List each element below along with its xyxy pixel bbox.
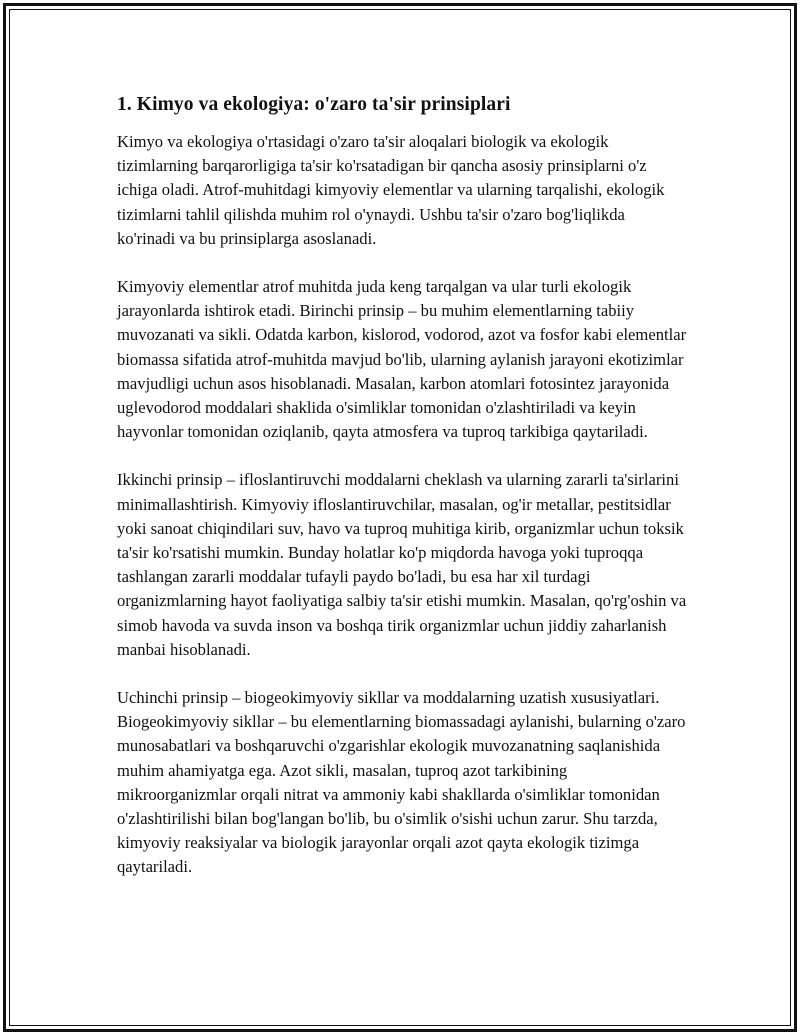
section-heading: 1. Kimyo va ekologiya: o'zaro ta'sir prinsiplari (117, 94, 511, 115)
paragraph-first-principle: Kimyoviy elementlar atrof muhitda juda keng tarqalgan va ular turli ekologik jarayonlarda ishtirok etadi. Birinchi prinsip – bu muhim elementlarning tabiiy muvozanati va sikli. Odatda karbon, kislorod, vodorod, azot va fosfor kabi elementlar biomassa sifatida atrof-muhitda mavjud bo'lib, ularning aylanish jarayoni ekotizimlar mavjudligi uchun asos hisoblanadi. Masalan, karbon atomlari fotosintez jarayonida uglevodorod moddalari shaklida o'simliklar tomonidan o'zlashtiriladi va keyin hayvonlar tomonidan oziqlanib, qayta atmosfera va tuproq tarkibiga qaytariladi. (117, 277, 687, 442)
document-body (117, 92, 687, 904)
paragraph-third-principle: Uchinchi prinsip – biogeokimyoviy sikllar va moddalarning uzatish xususiyatlari. Biogeokimyoviy sikllar – bu elementlarning biomassadagi aylanishi, bularning o'zaro munosabatlari va boshqaruvchi o'zgarishlar ekologik muvozanatning saqlanishida muhim ahamiyatga ega. Azot sikli, masalan, tuproq azot tarkibining mikroorganizmlar orqali nitrat va ammoniy kabi shakllarda o'simliklar tomonidan o'zlashtirilishi bilan bog'langan bo'lib, bu o'simlik o'sishi uchun zarur. Shu tarzda, kimyoviy reaksiyalar va biologik jarayonlar orqali azot qayta ekologik tizimga qaytariladi. (117, 688, 686, 877)
paragraph-intro: Kimyo va ekologiya o'rtasidagi o'zaro ta'sir aloqalari biologik va ekologik tizimlarning barqarorligiga ta'sir ko'rsatadigan bir qancha asosiy prinsiplarni o'z ichiga oladi. Atrof-muhitdagi kimyoviy elementlar va ularning tarqalishi, ekologik tizimlarni tahlil qilishda muhim rol o'ynaydi. Ushbu ta'sir o'zaro bog'liqlikda ko'rinadi va bu prinsiplarga asoslanadi. (117, 132, 665, 248)
paragraph-second-principle: Ikkinchi prinsip – ifloslantiruvchi moddalarni cheklash va ularning zararli ta'sirlarini minimallashtirish. Kimyoviy ifloslantiruvchilar, masalan, og'ir metallar, pestitsidlar yoki sanoat chiqindilari suv, havo va tuproq muhitiga kirib, organizmlar uchun toksik ta'sir ko'rsatishi mumkin. Bunday holatlar ko'p miqdorda havoga yoki tuproqqa tashlangan zararli moddalar tufayli paydo bo'ladi, bu esa har xil turdagi organizmlarning hayot faoliyatiga salbiy ta'sir etishi mumkin. Masalan, qo'rg'oshin va simob havoda va suvda inson va boshqa tirik organizmlar uchun jiddiy zaharlanish manbai hisoblanadi. (117, 470, 687, 659)
